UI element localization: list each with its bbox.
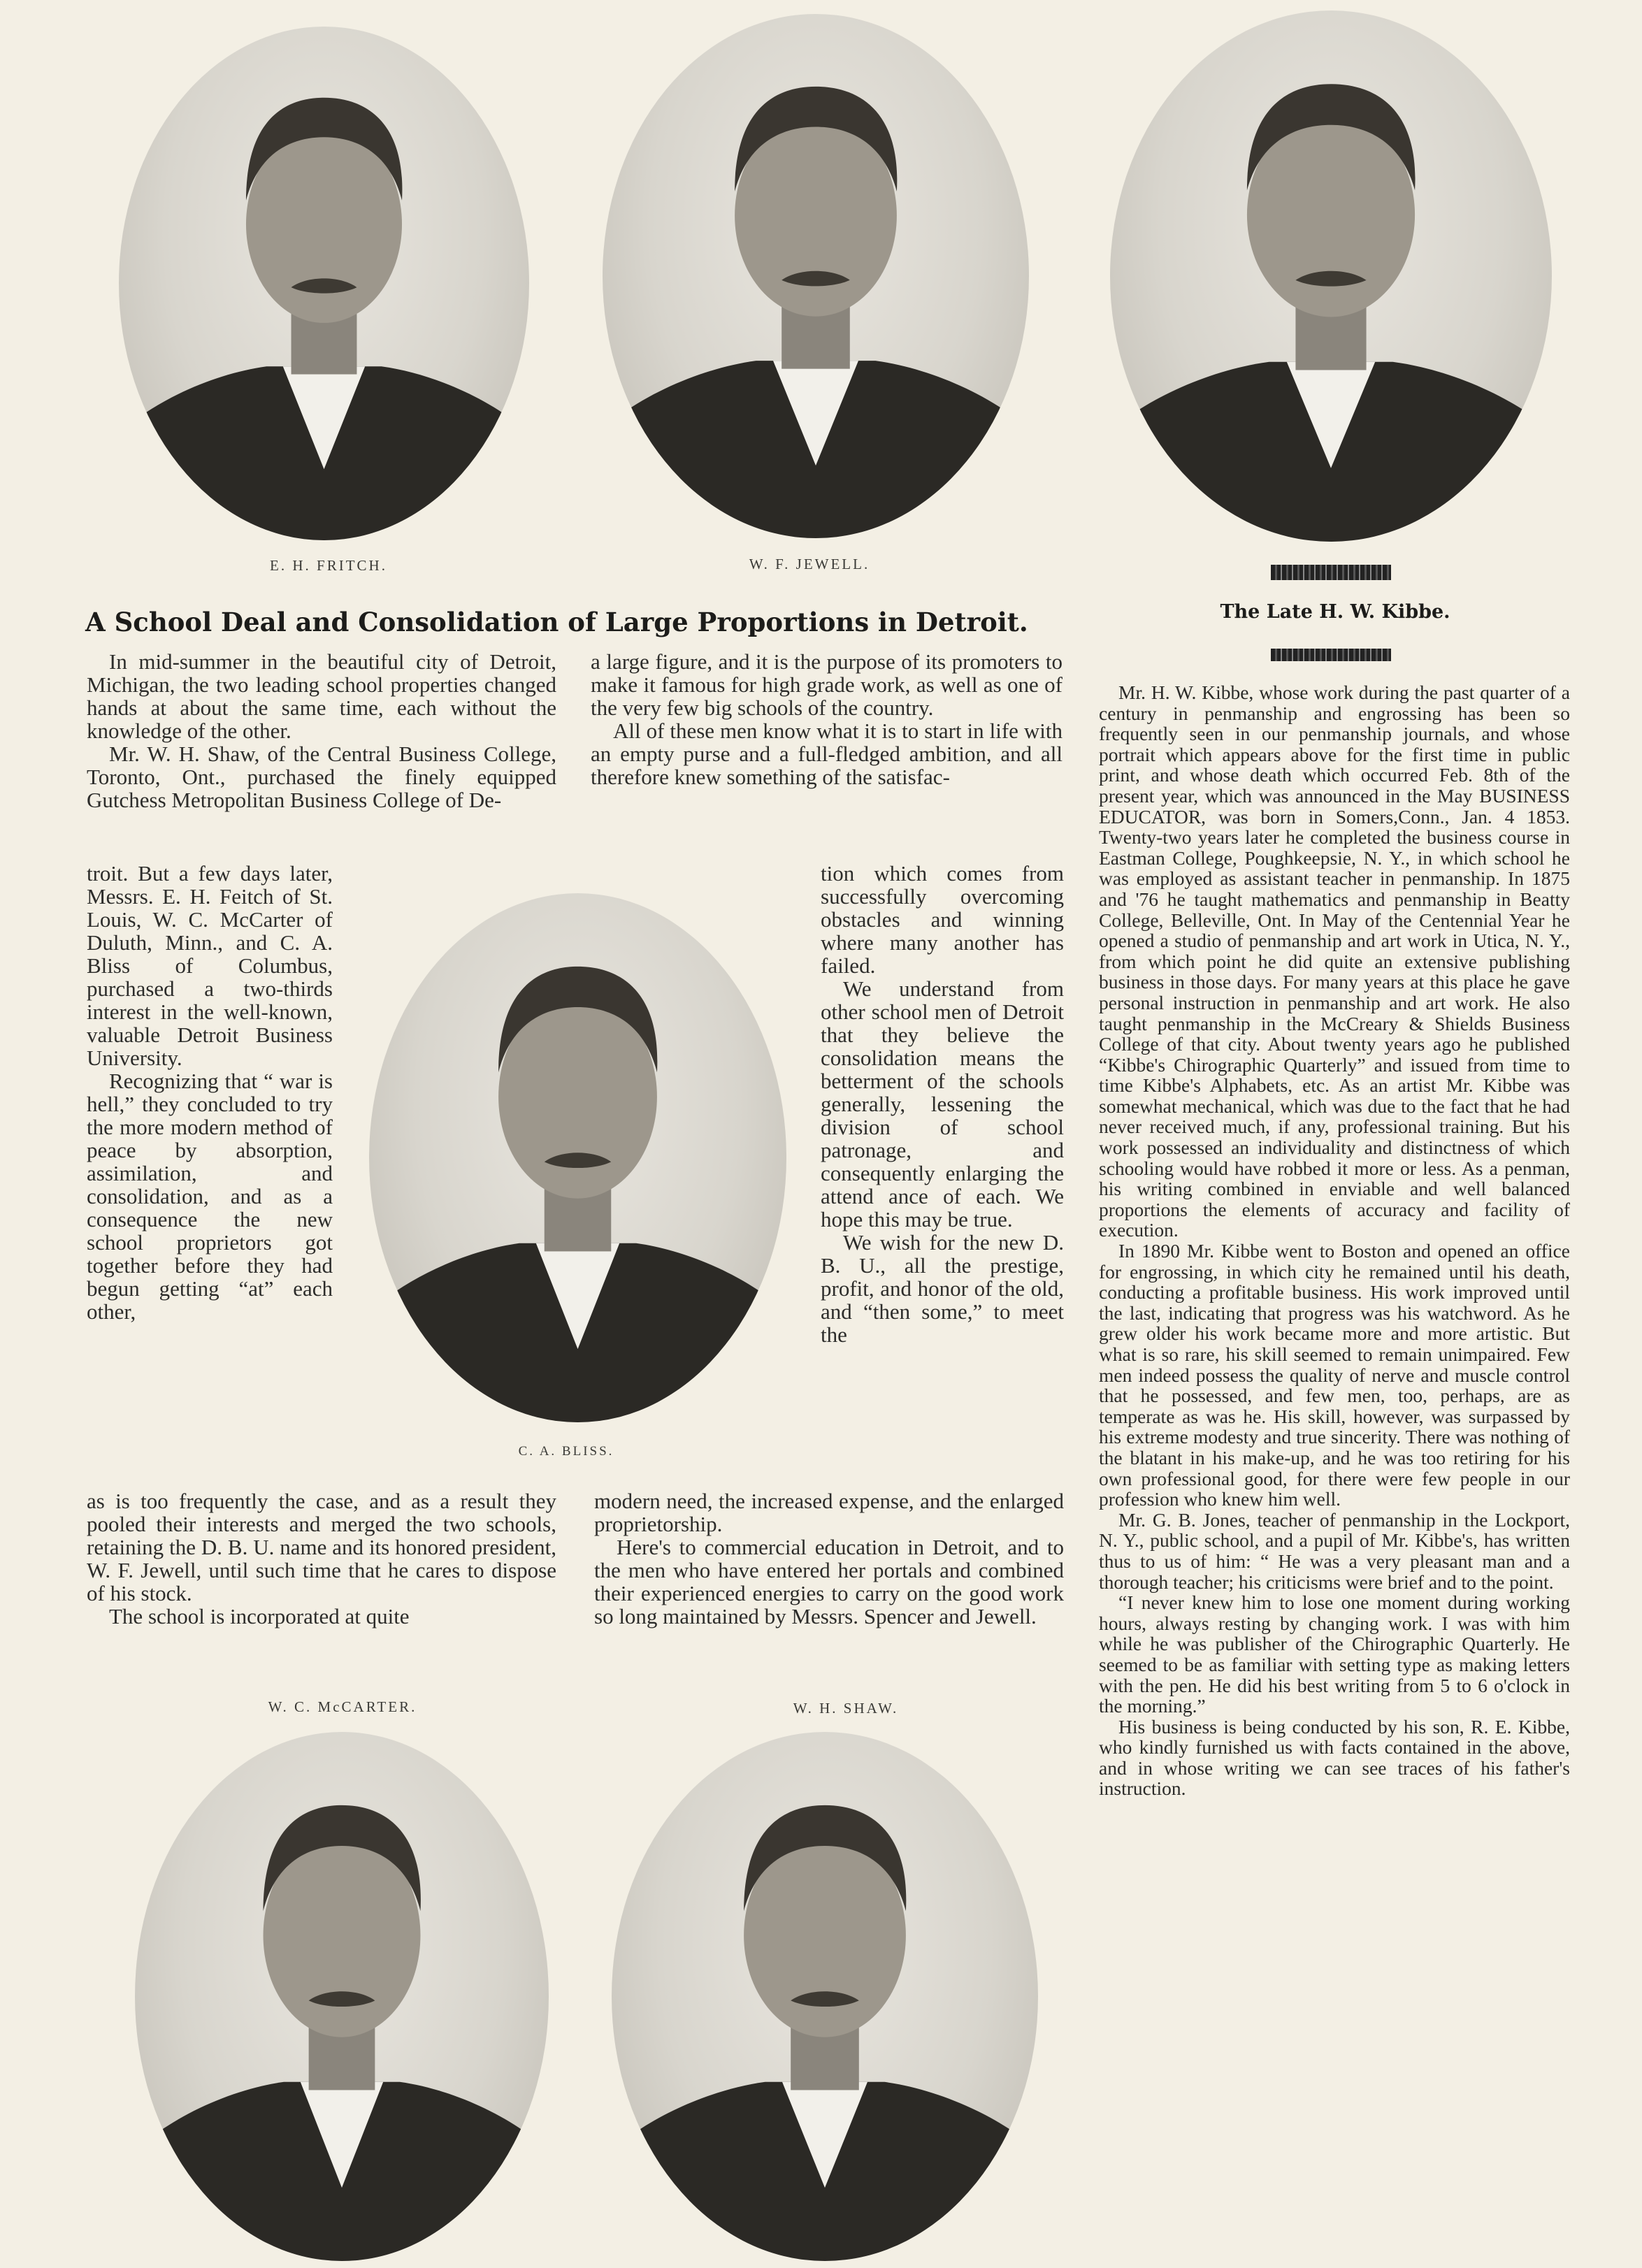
- paragraph: tion which comes from successfully overcoming obstacles and winning where many another has failed.: [821, 861, 1064, 978]
- portrait-jewell: [603, 14, 1029, 538]
- paragraph: modern need, the increased expense, and the enlarged proprietorship.: [594, 1489, 1064, 1536]
- article-col1-narrow: [87, 862, 333, 1323]
- caption-shaw: W. H. SHAW.: [793, 1700, 899, 1717]
- paragraph: Here's to commercial education in Detroit, and to the men who have entered her portals and combined their experienced energies to carry on the good work so long maintained by Messrs. Spencer and Jewell.: [594, 1535, 1064, 1628]
- portrait-kibbe: [1110, 10, 1552, 542]
- ornament-bottom: [1271, 649, 1391, 661]
- paragraph: We understand from other school men of Detroit that they believe the consolidation means the betterment of the schools generally, lessening the division of school patronage, and consequently enlarging the attend ance of each. We hope this may be true.: [821, 976, 1064, 1231]
- portrait-bliss: [369, 893, 786, 1422]
- paragraph: Recognizing that “ war is hell,” they concluded to try the more modern method of peace by absorption, assimilation, and consolidation, and as a consequence the new school proprietors got together before they had begun getting “at” each other,: [87, 1069, 333, 1324]
- paragraph: All of these men know what it is to start in life with an empty purse and a full-fledged ambition, and all therefore knew something of the satisfac-: [591, 718, 1063, 789]
- portrait-mccarter: [135, 1732, 549, 2261]
- paragraph: “I never knew him to lose one moment during working hours, always resting by changing work. I was with him while he was publisher of the Chirographic Quarterly. He seemed to be as familiar with setting type as making letters with the pen. He did his best writing from 5 to 6 o'clock in the morning.”: [1099, 1591, 1570, 1717]
- paragraph: troit. But a few days later, Messrs. E. H. Feitch of St. Louis, W. C. McCarter of Duluth, Minn., and C. A. Bliss of Columbus, purchased a two-thirds interest in the well-known, valuable Detroit Business University.: [87, 861, 333, 1070]
- article-col1-bottom: [87, 1489, 556, 1628]
- paragraph: Mr. W. H. Shaw, of the Central Business College, Toronto, Ont., purchased the finely equipped Gutchess Metropolitan Business College of De-: [87, 742, 556, 812]
- caption-mccarter: W. C. McCARTER.: [268, 1698, 417, 1715]
- obituary-column: [1099, 682, 1570, 1799]
- paragraph: His business is being conducted by his son, R. E. Kibbe, who kindly furnished us with facts contained in the above, and in whose writing we can see traces of his father's instruction.: [1099, 1715, 1570, 1800]
- paragraph: as is too frequently the case, and as a result they pooled their interests and merged the two schools, retaining the D. B. U. name and its honored president, W. F. Jewell, until such time that he cares to dispose of his stock.: [87, 1489, 556, 1605]
- paragraph: Mr. H. W. Kibbe, whose work during the past quarter of a century in penmanship and engrossing has been so frequently seen in our penmanship journals, and whose portrait which appears above for the first time in public print, and whose death which occurred Feb. 8th of the present year, which was announced in the May BUSINESS EDUCATOR, was born in Somers,Conn., Jan. 4 1853. Twenty-two years later he completed the business course in Eastman College, Poughkeepsie, N. Y., in which school he was employed as assistant teacher in penmanship. In 1875 and '76 he taught mathematics and penmanship in Beatty College, Belleville, Ont. In May of the Centennial Year he opened a studio of penmanship and art work in Utica, N. Y., from which point he did quite an extensive publishing business in those days. For many years at this place he gave personal instruction in penmanship and art work. He also taught penmanship in the McCreary & Shields Business College of that city. About twenty years ago he published “Kibbe's Chirographic Quarterly” and issued from time to time Kibbe's Alphabets, etc. As an artist Mr. Kibbe was somewhat mechanical, which was due to the fact that he had never received much, if any, professional training. But his work possessed an individuality and distinctness of which schooling would have robbed it more or less. As a penman, his writing combined in enviable and well balanced proportions the elements of accuracy and facility of execution.: [1099, 681, 1570, 1241]
- caption-fritch: E. H. FRITCH.: [270, 557, 387, 574]
- caption-bliss: C. A. BLISS.: [518, 1444, 614, 1459]
- paragraph: Mr. G. B. Jones, teacher of penmanship in the Lockport, N. Y., public school, and a pupil of Mr. Kibbe's, has written thus to us of him: “ He was a very pleasant man and a thorough teacher; his criticisms were brief and to the point.: [1099, 1508, 1570, 1593]
- paragraph: In mid-summer in the beautiful city of Detroit, Michigan, the two leading school properties changed hands at about the same time, each without the knowledge of the other.: [87, 649, 556, 743]
- caption-jewell: W. F. JEWELL.: [749, 556, 870, 572]
- paragraph: The school is incorporated at quite: [109, 1604, 410, 1628]
- paragraph: We wish for the new D. B. U., all the prestige, profit, and honor of the old, and “then some,” to meet the: [821, 1230, 1064, 1347]
- article-headline: A School Deal and Consolidation of Large Proportions in Detroit.: [85, 607, 1028, 637]
- article-col2-top: [591, 650, 1063, 788]
- paragraph: a large figure, and it is the purpose of its promoters to make it famous for high grade work, as well as one of the very few big schools of the country.: [591, 649, 1063, 720]
- article-col2-bottom: [594, 1489, 1064, 1628]
- paragraph: In 1890 Mr. Kibbe went to Boston and opened an office for engrossing, in which city he remained until his death, conducting a profitable business. His work improved until the last, indicating that progress was his watchword. As he grew older his work became more and more artistic. But what is so rare, his skill seemed to remain unimpaired. Few men indeed possess the quality of nerve and muscle control that he possessed, and few men, too, perhaps, are as temperate as was he. His skill, however, was surpassed by his extreme modesty and true sincerity. There was nothing of the blatant in his make-up, and he was too retiring for his own professional good, for there were few people in our profession who knew him well.: [1099, 1240, 1570, 1510]
- portrait-shaw: [612, 1732, 1038, 2261]
- article-col2-narrow: [821, 862, 1064, 1346]
- ornament-top: [1271, 565, 1391, 580]
- article-col1-top: [87, 650, 556, 811]
- obituary-title: The Late H. W. Kibbe.: [1220, 601, 1450, 623]
- portrait-fritch: [119, 27, 529, 540]
